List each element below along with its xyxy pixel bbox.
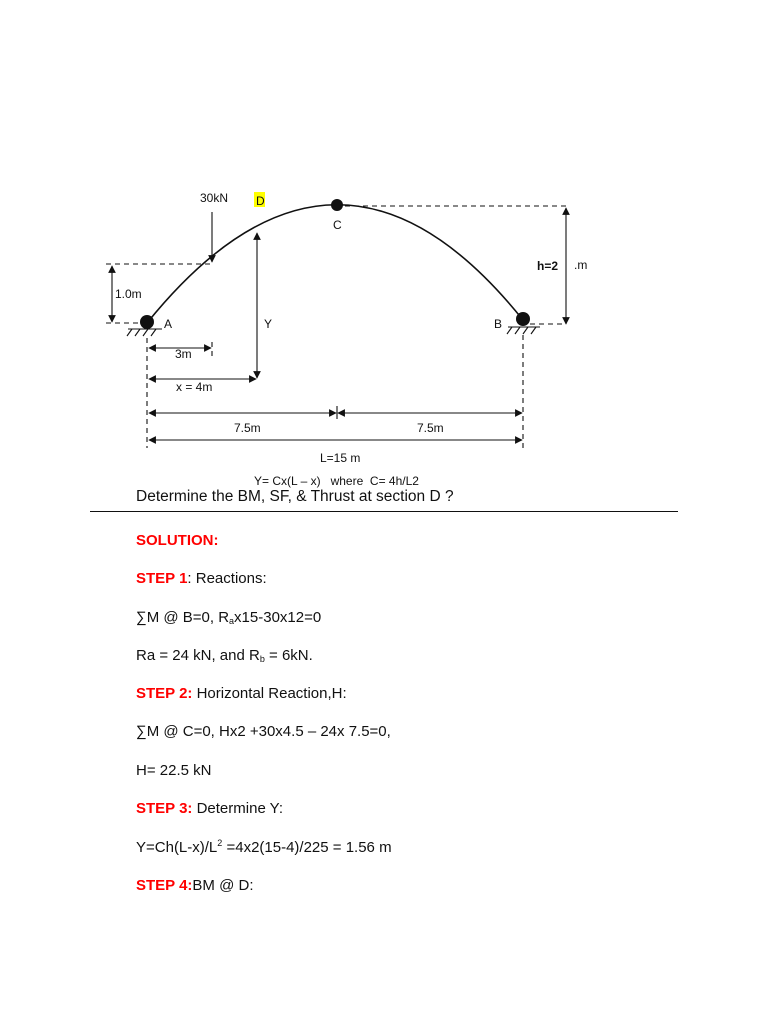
point-b-label: B xyxy=(494,317,503,331)
equation-1 xyxy=(136,609,321,626)
eq2-post: = 6kN. xyxy=(264,647,313,664)
step1-line xyxy=(136,570,267,587)
eq1-sub: a xyxy=(229,616,235,626)
step3-label: STEP 3: xyxy=(136,800,193,817)
load-label: 30kN xyxy=(200,191,229,205)
divider xyxy=(90,511,678,512)
point-d-label: D xyxy=(256,194,265,208)
step4-line xyxy=(136,877,253,894)
half-left-label: 7.5m xyxy=(234,421,261,435)
step3-text: Determine Y: xyxy=(192,800,284,817)
step4-label: STEP 4: xyxy=(136,877,193,894)
span-label: L=15 m xyxy=(320,451,361,465)
equation-label: Y= Cx(L – x) where C= 4h/L2 xyxy=(254,474,419,488)
support-a xyxy=(127,315,162,336)
left-height-label: 1.0m xyxy=(115,287,142,301)
eq5-pre: Y=Ch(L-x)/L xyxy=(136,839,218,856)
step2-line xyxy=(136,685,347,702)
step2-text: Horizontal Reaction,H: xyxy=(192,685,347,702)
step1-text: : Reactions: xyxy=(187,570,267,587)
h-label: h=2 xyxy=(537,259,559,273)
eq5-post: =4x2(15-4)/225 = 1.56 m xyxy=(222,839,392,856)
y-label: Y xyxy=(264,317,273,331)
step3-line xyxy=(136,800,283,817)
dim-3m-label: 3m xyxy=(175,347,192,361)
equation-5 xyxy=(136,838,392,856)
step1-label: STEP 1 xyxy=(136,570,188,587)
eq1-pre: ∑M @ B=0, R xyxy=(136,609,230,626)
crown-hinge-c xyxy=(331,199,343,211)
equation-4: H= 22.5 kN xyxy=(136,762,212,779)
dim-x-label: x = 4m xyxy=(176,380,213,394)
eq5-sup: 2 xyxy=(217,838,223,848)
h-unit-label: .m xyxy=(574,258,588,272)
eq1-post: x15-30x12=0 xyxy=(234,609,322,626)
equation-3: ∑M @ C=0, Hx2 +30x4.5 – 24x 7.5=0, xyxy=(136,723,391,740)
support-b xyxy=(507,312,540,334)
point-c-label: C xyxy=(333,218,342,232)
half-right-label: 7.5m xyxy=(417,421,444,435)
point-a-label: A xyxy=(164,317,173,331)
step4-text: BM @ D: xyxy=(192,877,254,894)
eq2-pre: Ra = 24 kN, and R xyxy=(136,647,260,664)
step2-label: STEP 2: xyxy=(136,685,193,702)
question-text: Determine the BM, SF, & Thrust at section D ? xyxy=(136,488,454,505)
equation-2 xyxy=(136,647,313,664)
solution-heading: SOLUTION: xyxy=(136,532,219,549)
eq2-sub: b xyxy=(259,654,265,664)
